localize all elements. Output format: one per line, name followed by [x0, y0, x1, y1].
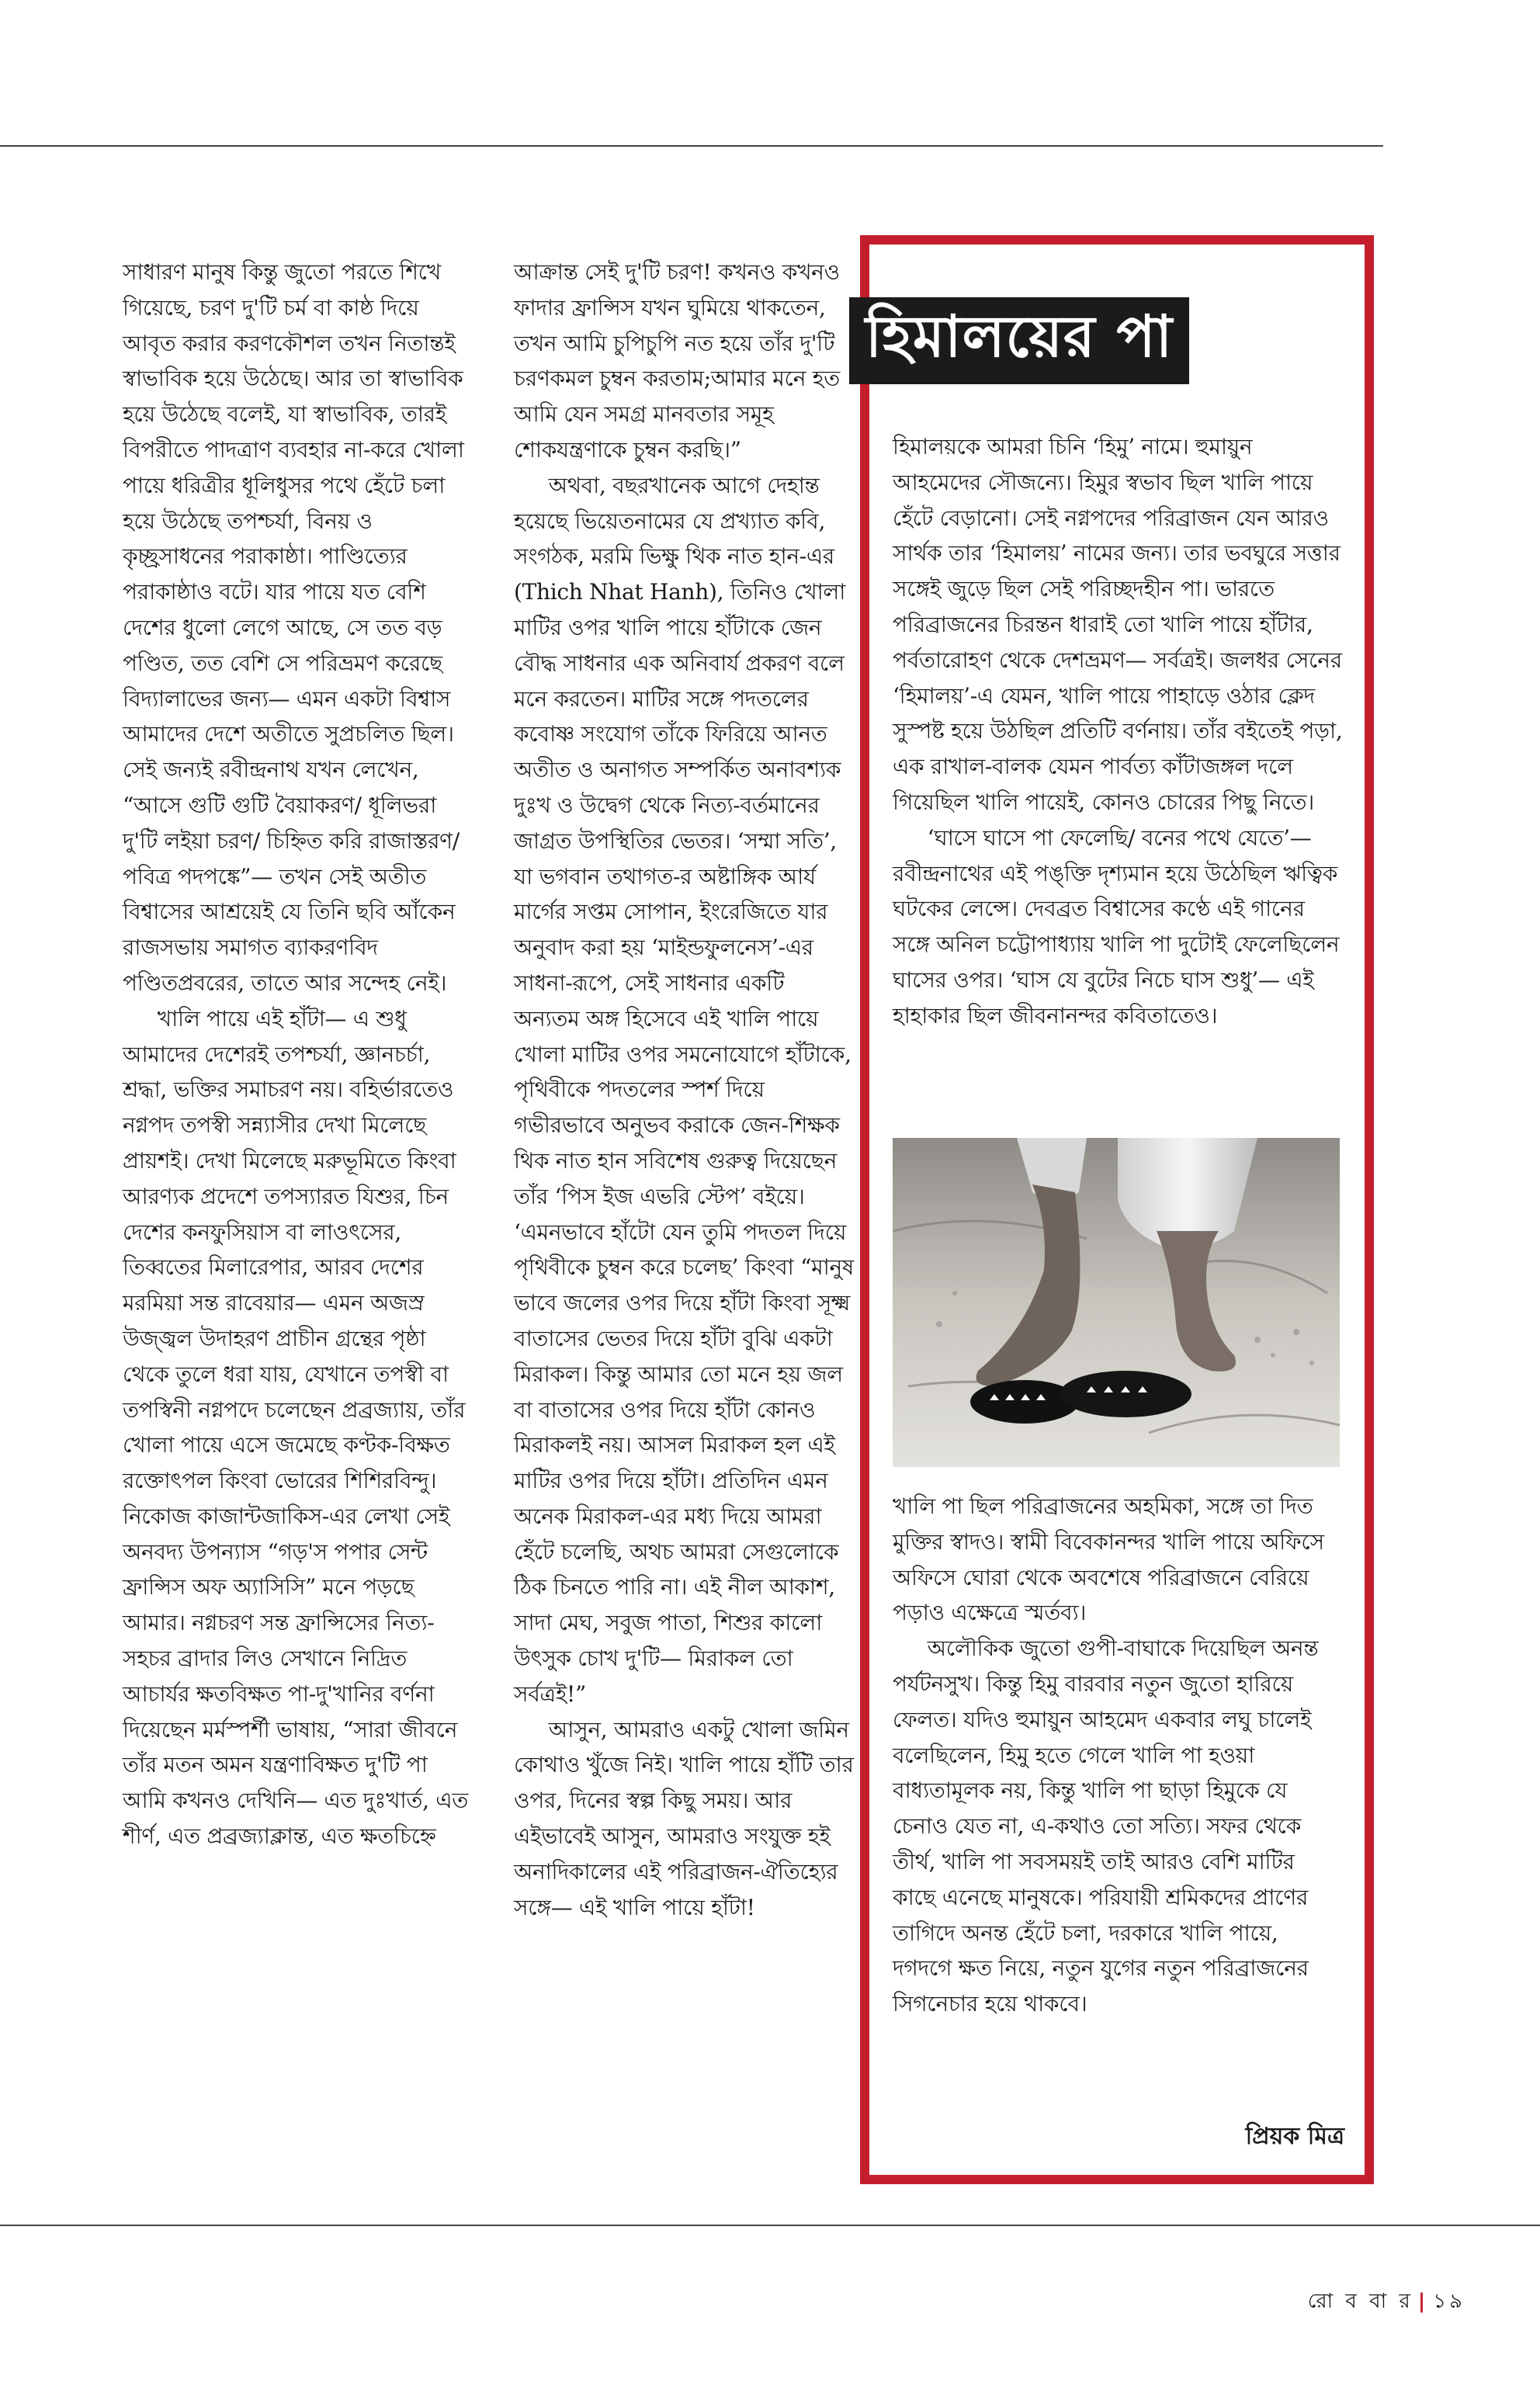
col2-paragraph-2: অথবা, বছরখানেক আগে দেহান্ত হয়েছে ভিয়েতনামের যে প্রখ্যাত কবি, সংগঠক, মরমি ভিক্ষু থিক নাত হান-এর (Thich Nhat Hanh), তিনিও খোলা মাটির ওপর খালি পায়ে হাঁটাকে জেন বৌদ্ধ সাধনার এক অনিবার্য প্রকরণ বলে মনে করতেন। মাটির সঙ্গে পদতলের কবোষ্ণ সংযোগ তাঁকে ফিরিয়ে আনত অতীত ও অনাগত সম্পর্কিত অনাবশ্যক দুঃখ ও উদ্বেগ থেকে নিত্য-বর্তমানের জাগ্রত উপস্থিতির ভেতর। ‘সম্মা সতি’, যা ভগবান তথাগত-র অষ্টাঙ্গিক আর্য মার্গের সপ্তম সোপান, ইংরেজিতে যার অনুবাদ করা হয় ‘মাইন্ডফুলনেস’-এর সাধনা-রূপে, সেই সাধনার একটি অন্যতম অঙ্গ হিসেবে এই খালি পায়ে খোলা মাটির ওপর সমনোযোগে হাঁটাকে, পৃথিবীকে পদতলের স্পর্শ দিয়ে গভীরভাবে অনুভব করাকে জেন-শিক্ষক থিক নাত হান সবিশেষ গুরুত্ব দিয়েছেন তাঁর ‘পিস ইজ এভরি স্টেপ’ বইয়ে। ‘এমনভাবে হাঁটো যেন তুমি পদতল দিয়ে পৃথিবীকে চুম্বন করে চলেছ’ কিংবা “মানুষ ভাবে জলের ওপর দিয়ে হাঁটা কিংবা সূক্ষ্ম বাতাসের ভেতর দিয়ে হাঁটা বুঝি একটা মিরাকল। কিন্তু আমার তো মনে হয় জল বা বাতাসের ওপর দিয়ে হাঁটা কোনও মিরাকলই নয়। আসল মিরাকল হল এই মাটির ওপর দিয়ে হাঁটা। প্রতিদিন এমন অনেক মিরাকল-এর মধ্য দিয়ে আমরা হেঁটে চলেছি, অথচ আমরা সেগুলোকে ঠিক চিনতে পারি না। এই নীল আকাশ, সাদা মেঘ, সবুজ পাতা, শিশুর কালো উৎসুক চোখ দু'টি— মিরাকল তো সর্বত্রই!”	[514, 472, 855, 1707]
bottom-rule	[0, 2225, 1540, 2226]
col2-paragraph-3: আসুন, আমরাও একটু খোলা জমিন কোথাও খুঁজে নিই। খালি পায়ে হাঁটি তার ওপর, দিনের স্বল্প কিছু সময়। আর এইভাবেই আসুন, আমরাও সংযুক্ত হই অনাদিকালের এই পরিব্রাজন-ঐতিহ্যের সঙ্গে— এই খালি পায়ে হাঁটা!	[514, 1716, 854, 1920]
page-number: ১৯	[1433, 2290, 1465, 2313]
col1-paragraph-1: সাধারণ মানুষ কিন্তু জুতো পরতে শিখে গিয়েছে, চরণ দু'টি চর্ম বা কাষ্ঠ দিয়ে আবৃত করার করণকৌশল তখন নিতান্তই স্বাভাবিক হয়ে উঠেছে। আর তা স্বাভাবিক হয়ে উঠেছে বলেই, যা স্বাভাবিক, তারই বিপরীতে পাদত্রাণ ব্যবহার না-করে খোলা পায়ে ধরিত্রীর ধূলিধুসর পথে হেঁটে চলা হয়ে উঠেছে তপশ্চর্যা, বিনয় ও কৃচ্ছ্রসাধনের পরাকাষ্ঠা। পাণ্ডিত্যের পরাকাষ্ঠাও বটে। যার পায়ে যত বেশি দেশের ধুলো লেগে আছে, সে তত বড় পণ্ডিত, তত বেশি সে পরিভ্রমণ করেছে বিদ্যালাভের জন্য— এমন একটা বিশ্বাস আমাদের দেশে অতীতে সুপ্রচলিত ছিল। সেই জন্যই রবীন্দ্রনাথ যখন লেখেন, “আসে গুটি গুটি বৈয়াকরণ/ ধূলিভরা দু'টি লইয়া চরণ/ চিহ্নিত করি রাজাস্তরণ/ পবিত্র পদপঙ্কে”— তখন সেই অতীত বিশ্বাসের আশ্রয়েই যে তিনি ছবি আঁকেন রাজসভায় সমাগত ব্যাকরণবিদ পণ্ডিতপ্রবরের, তাতে আর সন্দেহ নেই।	[123, 259, 464, 996]
sidebar-paragraph-1: হিমালয়কে আমরা চিনি ‘হিমু’ নামে। হুমায়ুন আহমেদের সৌজন্যে। হিমুর স্বভাব ছিল খালি পায়ে হেঁটে বেড়ানো। সেই নগ্নপদের পরিব্রাজন যেন আরও সার্থক তার ‘হিমালয়’ নামের জন্য। তার ভবঘুরে সত্তার সঙ্গেই জুড়ে ছিল সেই পরিচ্ছদহীন পা। ভারতে পরিব্রাজনের চিরন্তন ধারাই তো খালি পায়ে হাঁটার, পর্বতারোহণ থেকে দেশভ্রমণ— সর্বত্রই। জলধর সেনের ‘হিমালয়’-এ যেমন, খালি পায়ে পাহাড়ে ওঠার ক্লেদ সুস্পষ্ট হয়ে উঠছিল প্রতিটি বর্ণনায়। তাঁর বইতেই পড়া, এক রাখাল-বালক যেমন পার্বত্য কাঁটাজঙ্গল দলে গিয়েছিল খালি পায়েই, কোনও চোরের পিছু নিতে।	[893, 434, 1343, 815]
col1-paragraph-2: খালি পায়ে এই হাঁটা— এ শুধু আমাদের দেশেরই তপশ্চর্যা, জ্ঞানচর্চা, শ্রদ্ধা, ভক্তির সমাচরণ নয়। বহির্ভারতেও নগ্নপদ তপস্বী সন্ন্যাসীর দেখা মিলেছে প্রায়শই। দেখা মিলেছে মরুভূমিতে কিংবা আরণ্যক প্রদেশে তপস্যারত যিশুর, চিন দেশের কনফুসিয়াস বা লাওৎসের, তিব্বতের মিলারেপার, আরব দেশের মরমিয়া সন্ত রাবেয়ার— এমন অজস্র উজ্জ্বল উদাহরণ প্রাচীন গ্রন্থের পৃষ্ঠা থেকে তুলে ধরা যায়, যেখানে তপস্বী বা তপস্বিনী নগ্নপদে চলেছেন প্রব্রজ্যায়, তাঁর খোলা পায়ে এসে জমেছে কণ্টক-বিক্ষত রক্তোৎপল কিংবা ভোরের শিশিরবিন্দু। নিকোজ কাজান্টজাকিস-এর লেখা সেই অনবদ্য উপন্যাস “গড়'স পপার সেন্ট ফ্রান্সিস অফ অ্যাসিসি” মনে পড়ছে আমার। নগ্নচরণ সন্ত ফ্রান্সিসের নিত্য-সহচর ব্রাদার লিও সেখানে নিদ্রিত আচার্যর ক্ষতবিক্ষত পা-দু'খানির বর্ণনা দিয়েছেন মর্মস্পর্শী ভাষায়, “সারা জীবনে তাঁর মতন অমন যন্ত্রণাবিক্ষত দু'টি পা আমি কখনও দেখিনি— এত দুঃখার্ত, এত শীর্ণ, এত প্রব্রজ্যাক্লান্ত, এত ক্ষতচিহ্নে	[123, 1005, 468, 1850]
sidebar-paragraph-3: খালি পা ছিল পরিব্রাজনের অহমিকা, সঙ্গে তা দিত মুক্তির স্বাদও। স্বামী বিবেকানন্দর খালি পায়ে অফিসে অফিসে ঘোরা থেকে অবশেষে পরিব্রাজনে বেরিয়ে পড়াও এক্ষেত্রে স্মর্তব্য।	[893, 1493, 1324, 1626]
footer-brand: রো ব বা র	[1307, 2290, 1413, 2313]
top-rule	[0, 145, 1383, 147]
article-column-2	[514, 255, 855, 1925]
author-byline: প্রিয়ক মিত্র	[1245, 2123, 1344, 2150]
sidebar-title-bar	[849, 297, 1189, 384]
sidebar-paragraph-4: অলৌকিক জুতো গুপী-বাঘাকে দিয়েছিল অনন্ত পর্যটনসুখ। কিন্তু হিমু বারবার নতুন জুতো হারিয়ে ফেলত। যদিও হুমায়ুন আহমেদ একবার লঘু চালেই বলেছিলেন, হিমু হতে গেলে খালি পা হওয়া বাধ্যতামূলক নয়, কিন্তু খালি পা ছাড়া হিমুকে যে চেনাও যেত না, এ-কথাও তো সত্যি। সফর থেকে তীর্থ, খালি পা সবসময়ই তাই আরও বেশি মাটির কাছে এনেছে মানুষকে। পরিযায়ী শ্রমিকদের প্রাণের তাগিদে অনন্ত হেঁটে চলা, দরকারে খালি পায়ে, দগদগে ক্ষত নিয়ে, নতুন যুগের নতুন পরিব্রাজনের সিগনেচার হয়ে থাকবে।	[893, 1635, 1319, 2017]
sidebar-title: হিমালয়ের পা	[865, 303, 1174, 370]
col2-paragraph-1: আক্রান্ত সেই দু'টি চরণ! কখনও কখনও ফাদার ফ্রান্সিস যখন ঘুমিয়ে থাকতেন, তখন আমি চুপিচুপি নত হয়ে তাঁর দু'টি চরণকমল চুম্বন করতাম;আমার মনে হত আমি যেন সমগ্র মানবতার সমূহ শোকযন্ত্রণাকে চুম্বন করছি।”	[514, 259, 840, 463]
sidebar-paragraph-2: ‘ঘাসে ঘাসে পা ফেলেছি/ বনের পথে যেতে’— রবীন্দ্রনাথের এই পঙ্‌ক্তি দৃশ্যমান হয়ে উঠেছিল ঋত্বিক ঘটকের লেন্সে। দেবব্রত বিশ্বাসের কণ্ঠে এই গানের সঙ্গে অনিল চট্টোপাধ্যায় খালি পা দুটোই ফেলেছিলেন ঘাসের ওপর। ‘ঘাস যে বুটের নিচে ঘাস শুধু’— এই হাহাকার ছিল জীবনানন্দর কবিতাতেও।	[893, 824, 1340, 1028]
page-footer	[1308, 2285, 1465, 2319]
sidebar-text-top	[893, 429, 1343, 1034]
article-column-1	[123, 255, 469, 1854]
sidebar-text-bottom	[893, 1489, 1343, 2022]
barefoot-photo	[893, 1138, 1340, 1467]
footer-separator: |	[1417, 2290, 1429, 2313]
barefoot-photo-illustration	[893, 1138, 1340, 1467]
